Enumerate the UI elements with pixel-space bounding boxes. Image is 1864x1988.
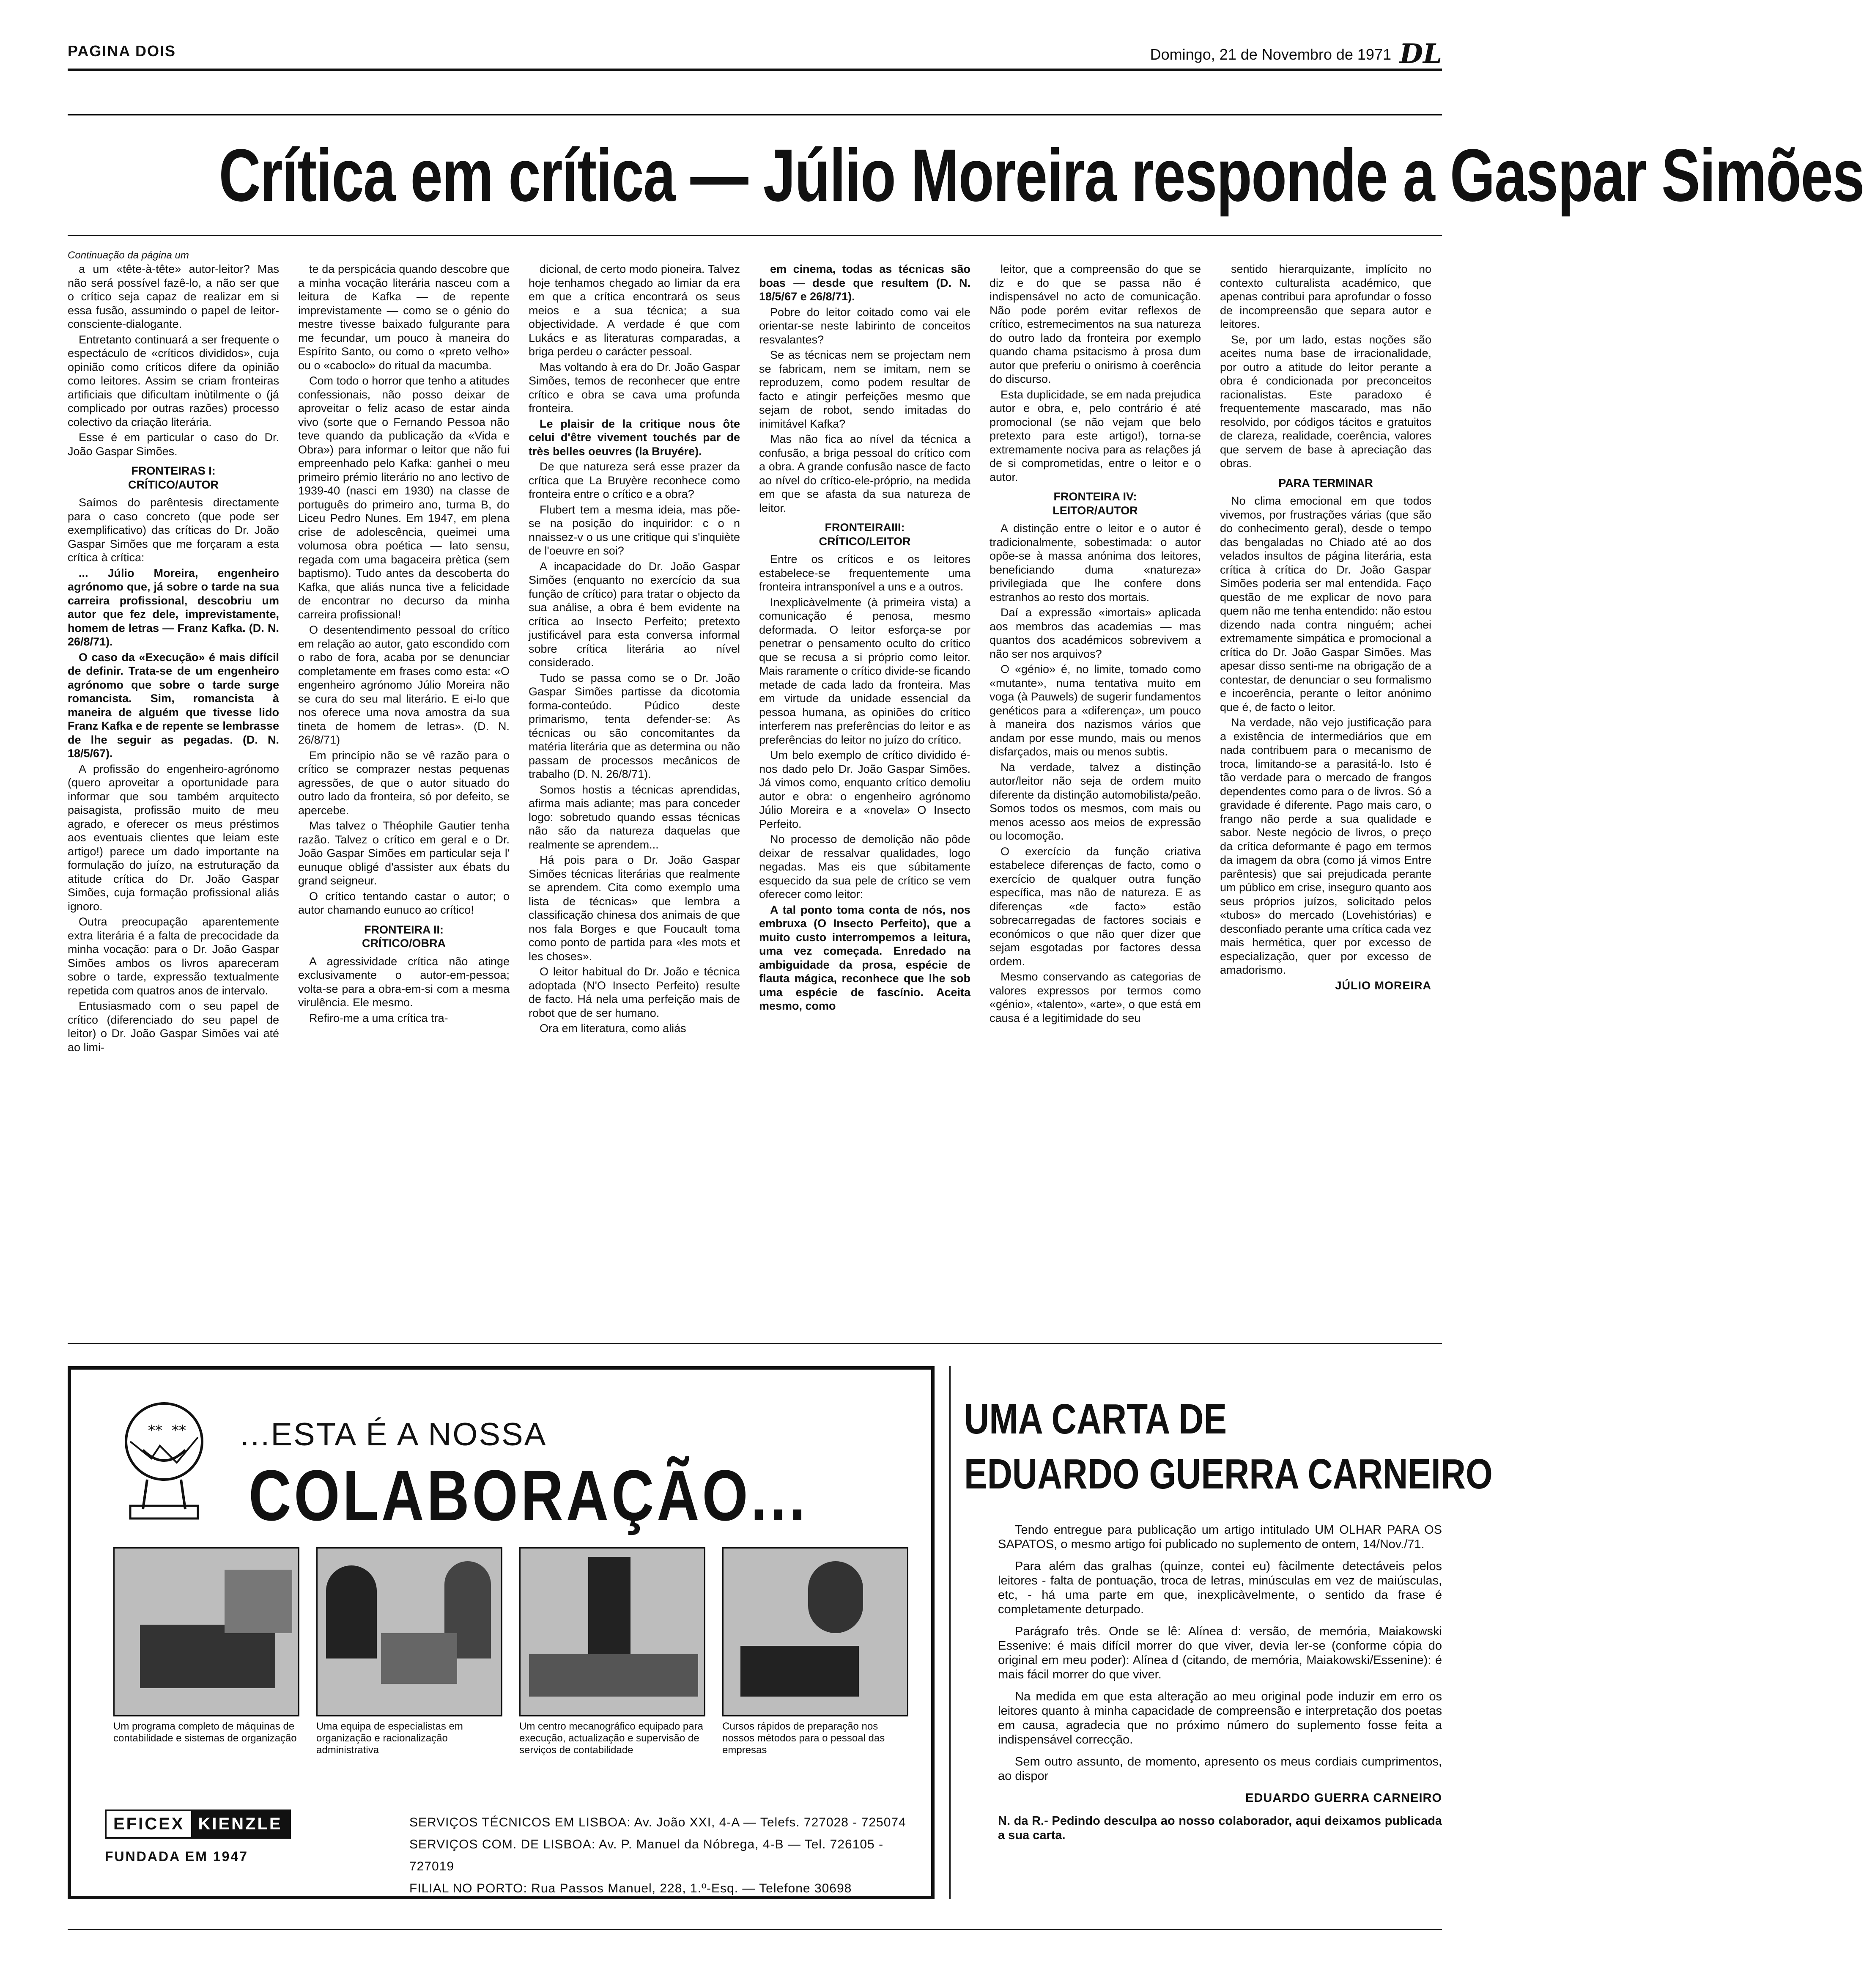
smiley-mascot-icon [118, 1395, 211, 1522]
article-paragraph: De que natureza será esse prazer da crítica que La Bruyère reconhece como fronteira entre o crítico e a obra? [529, 460, 740, 500]
brand-logo [105, 1810, 291, 1839]
section-heading [1220, 476, 1431, 490]
article-paragraph: Com todo o horror que tenho a atitudes confessionais, não posso deixar de aproveitar o feliz acaso de estar ainda vivo (sorte que o Fernando Pessoa não teve quando da publicação da «Vida e Obra») para informar o leitor que não fui empreenhado pelo Kafka: ganhei o meu primeiro prémio literário no ano lectivo de 1939-40 (nasci em 1930) na classe de português do primeiro ano, turma B, do Liceu Pedro Nunes. Em 1947, em plena crise de adolescência, queimei uma volumosa obra poética — lato sensu, regada com uma bagaceira prètica (sem baptismo). Tudo antes da descoberta do Kafka, que aliás nunca tive a felicidade de encontrar no decurso da minha carreira profissional! [298, 374, 510, 621]
ad-tagline-small: ...ESTA É A NOSSA [240, 1417, 547, 1453]
article-paragraph: O exercício da função criativa estabelece diferenças de facto, como o exercício de qualquer outra função específica, mas não de natureza. E as diferenças «de facto» estão sobrecarregadas de factores sociais e económicos o que não quer dizer que sejam esgotadas por factores dessa ordem. [990, 845, 1201, 968]
ad-tagline-big: COLABORAÇÃO... [249, 1455, 809, 1536]
newspaper-logo: DL [1399, 38, 1442, 70]
article-paragraph: Entre os críticos e os leitores estabelece-se frequentemente uma fronteira intransponível a uns e a outros. [759, 553, 970, 593]
founded-year: FUNDADA EM 1947 [105, 1849, 248, 1864]
eficex-kienzle-brand [105, 1810, 291, 1864]
article-paragraph: O leitor habitual do Dr. João e técnica adoptada (N'O Insecto Perfeito) resulte de facto. Há nela uma perfeição mais de robot que de ser humano. [529, 965, 740, 1019]
section-heading-line: CRÍTICO/OBRA [362, 937, 446, 950]
headline-top-rule [68, 114, 1442, 115]
section-heading-line: CRÍTICO/LEITOR [819, 535, 911, 548]
section-heading-line: FRONTEIRA IV: [1053, 490, 1137, 503]
letter-title-line-1: UMA CARTA DE [964, 1395, 1227, 1443]
section-heading-line: FRONTEIRA II: [364, 923, 444, 936]
article-paragraph: Mas voltando à era do Dr. João Gaspar Simões, temos de reconhecer que entre crítico e obra se cava uma profunda fronteira. [529, 360, 740, 415]
article-paragraph: O crítico tentando castar o autor; o autor chamando eunuco ao crítico! [298, 890, 510, 916]
accounting-machine-photo [113, 1547, 299, 1716]
eficex-advertisement [68, 1366, 935, 1899]
article-paragraph: Na verdade, não vejo justificação para a existência de intermediários que em nada contribuem para o mecanismo de troca, limitando-se a parasitá-lo. Isto é tão verdade para o mercado de frangos dependentes como para o de livros. Só a gravidade é diferente. Pago mais caro, o frango não perde a sua qualidade e sabor. Neste negócio de livros, o preço da crítica deformante é pago em termos da imagem da obra (como já vimos Entre parêntesis) que sai prejudicada perante um público em crise, inseguro quanto aos seus próprios juízos, solicitado pelos «tubos» do mercado (Lovehistórias) e desconfiado perante uma crítica cada vez mais hermética, quer por excesso de especialização, quer por excesso de amadorismo. [1220, 716, 1431, 976]
section-heading [68, 464, 279, 492]
section-heading [298, 923, 510, 950]
section-divider [68, 1343, 1442, 1344]
article-columns [68, 262, 1442, 1332]
article-paragraph: A profissão do engenheiro-agrónomo (quero aproveitar a oportunidade para informar que sou também arquitecto paisagista, profissão muito de meu agrado, e oferecer os meus préstimos aos eventuais clientes que leiam este artigo!) parece um dado importante na formulação do juízo, na estruturação da atitude crítica do Dr. João Gaspar Simões, cuja formação profissional aliás ignoro. [68, 762, 279, 913]
quoted-paragraph: em cinema, todas as técnicas são boas — desde que resultem (D. N. 18/5/67 e 26/8/71). [759, 263, 970, 303]
letter-paragraph: Tendo entregue para publicação um artigo intitulado UM OLHAR PARA OS SAPATOS, o mesmo artigo foi publicado no suplemento de ontem, 14/Nov./71. [998, 1523, 1442, 1551]
article-column-4 [759, 262, 970, 1332]
training-courses-photo [722, 1547, 908, 1716]
letter-body [998, 1523, 1442, 1842]
letter-paragraph: Para além das gralhas (quinze, contei eu) fàcilmente detectáveis pelos leitores - falta de pontuação, troca de letras, minúsculas em vez de maiúsculas, etc, - há uma parte em que, inexplicàvelmente, o sentido da frase é completamente deturpado. [998, 1560, 1442, 1616]
article-paragraph: sentido hierarquizante, implícito no contexto culturalista académico, que apenas contribui para aprofundar o fosso de incompreensão que separa autor e leitores. [1220, 263, 1431, 330]
article-paragraph: No clima emocional em que todos vivemos, por frustrações várias (que são do conhecimento geral), desde o tempo das bengaladas no Chiado até ao dos velados insultos de página literária, esta crítica à crítica do Dr. João Gaspar Simões poderia ser mal entendida. Faço questão de me explicar de novo para quem não me tenha entendido: não estou dizendo nada contra ninguém; achei extremamente simpática e promocional a crítica do Dr. João Gaspar Simões. Mas apesar disso senti-me na obrigação de a contestar, de denunciar o seu formalismo e incoerência, perante o leitor anónimo que é, de facto o leitor. [1220, 494, 1431, 714]
article-paragraph: A incapacidade do Dr. João Gaspar Simões (enquanto no exercício da sua função de crítico) para tratar o objecto da sua análise, a obra é bem evidente na crítica ao Insecto Perfeito; pretexto justificável para esta conversa informal sobre crítica literária ao nível considerado. [529, 560, 740, 669]
article-paragraph: Mas não fica ao nível da técnica a confusão, a briga pessoal do crítico com a obra. A grande confusão nasce de facto ao nível do crítico-ele-próprio, na medida em que se afasta da sua natureza de leitor. [759, 433, 970, 514]
section-heading-line: LEITOR/AUTOR [1053, 504, 1138, 517]
page-headline: Crítica em crítica — Júlio Moreira responde a Gaspar Simões [219, 134, 1864, 217]
article-paragraph: Ora em literatura, como aliás [540, 1022, 686, 1035]
article-paragraph: dicional, de certo modo pioneira. Talvez hoje tenhamos chegado ao limiar da era em que a crítica encontrará os seus meios e a sua técnica; a sua objectividade. A verdade é que com Lukács e as literaturas comparadas, a briga perdeu o carácter pessoal. [529, 263, 740, 358]
service-address-2: SERVIÇOS COM. DE LISBOA: Av. P. Manuel da Nóbrega, 4-B — Tel. 726105 - 727019 [409, 1837, 884, 1873]
footer-rule [68, 1929, 1442, 1930]
article-paragraph: Em princípio não se vê razão para o crítico se comprazer nestas pequenas agressões, de que o autor situado do outro lado da fronteira, só por defeito, se apercebe. [298, 749, 510, 817]
article-column-3 [529, 262, 740, 1332]
article-paragraph: Refiro-me a uma crítica tra- [309, 1011, 448, 1024]
ad-caption-3: Um centro mecanográfico equipado para execução, actualização e supervisão de serviços de contabilidade [519, 1721, 703, 1756]
section-heading-line: FRONTEIRAS I: [131, 464, 216, 477]
article-column-2 [298, 262, 510, 1332]
ad-service-addresses [409, 1812, 931, 1900]
quoted-paragraph: Le plaisir de la critique nous ôte celui d'être vivement touchés par de très belles oeuvres (la Bruyére). [529, 417, 740, 458]
article-column-5 [990, 262, 1201, 1332]
headline-bottom-rule [68, 235, 1442, 236]
article-paragraph: O «génio» é, no limite, tomado como «mutante», numa tentativa muito em voga (à Pauwels) de sugerir fundamentos genéticos para a «diferença», um pouco à maneira dos nazismos vários que andam por esse mundo, mais ou menos disfarçados, mais ou menos subtis. [990, 663, 1201, 758]
article-paragraph: Entretanto continuará a ser frequente o espectáculo de «críticos divididos», cuja opinião como críticos difere da opinião como leitores. Assim se criam fronteiras artificiais que dificultam inùtilmente o (já complicado por outras razões) processo colectivo da criação literária. [68, 333, 279, 428]
page-header [68, 38, 1442, 72]
article-column-6 [1220, 262, 1431, 1332]
article-paragraph: a um «tête-à-tête» autor-leitor? Mas não será possível fazê-lo, a não ser que o crítico seja capaz de realizar em si essa fusão, assumindo o papel de leitor-consciente-dialogante. [68, 263, 279, 330]
letter-paragraph: Sem outro assunto, de momento, apresento os meus cordiais cumprimentos, ao dispor [998, 1755, 1442, 1783]
section-heading-line: FRONTEIRAIII: [825, 521, 905, 534]
brand-kienzle: KIENZLE [191, 1811, 289, 1837]
article-paragraph: Mas talvez o Théophile Gautier tenha razão. Talvez o crítico em geral e o Dr. João Gaspar Simões em particular seja l' eunuque obligé d'assister aux ébats du grand seigneur. [298, 819, 510, 887]
letter-to-editor [964, 1392, 1493, 1899]
article-paragraph: Saímos do parêntesis directamente para o caso concreto (que pode ser exemplificativo) das críticas do Dr. João Gaspar Simões que me forçaram a esta crítica à crítica: [68, 496, 279, 564]
service-address-3: FILIAL NO PORTO: Rua Passos Manuel, 228, 1.º-Esq. — Telefone 30698 [409, 1881, 852, 1895]
letter-title-line-2: EDUARDO GUERRA CARNEIRO [964, 1450, 1493, 1498]
article-paragraph: Outra preocupação aparentemente extra literária é a falta de precocidade da minha vocação: para o Dr. João Gaspar Simões ambos os livros apareceram sobre o tarde, expressão textualmente repetida com quatros anos de intervalo. [68, 915, 279, 997]
mechanographic-center-photo [519, 1547, 705, 1716]
letter-divider [949, 1366, 951, 1899]
article-paragraph: No processo de demolição não pôde deixar de ressalvar qualidades, logo negadas. Mas eis que súbitamente esquecido da sua pele de crítico se vem oferecer como leitor: [759, 833, 970, 901]
page-label: PAGINA DOIS [68, 42, 176, 60]
article-signature: JÚLIO MOREIRA [1335, 979, 1431, 992]
svg-text:**: ** [148, 1422, 162, 1439]
article-paragraph: Se, por um lado, estas noções são aceites numa base de irracionalidade, por outro a atitude do leitor perante a obra é condicionada por preconceitos racionalistas. Este paradoxo é frequentemente mascarado, mas não resolvido, por códigos tácitos e gratuitos de clareza, realidade, coerência, valores que servem de base à apreciação das obras. [1220, 333, 1431, 470]
article-paragraph: Mesmo conservando as categorias de valores expressos por termos como «génio», «talento», «arte», o que está em causa é a legitimidade do seu [990, 970, 1201, 1024]
article-paragraph: Esta duplicidade, se em nada prejudica autor e obra, e, pelo contrário é até promocional (se não vejam que belo pretexto para este artigo!), torna-se extremamente nociva para as relações já de si comprometidas, entre o leitor e o autor. [990, 388, 1201, 483]
ad-caption-1: Um programa completo de máquinas de contabilidade e sistemas de organização [113, 1721, 297, 1744]
section-heading-line: PARA TERMINAR [1278, 476, 1373, 489]
article-paragraph: Há pois para o Dr. João Gaspar Simões técnicas literárias que realmente se aprendem. Cita como exemplo uma lista de técnicas» que lembra a classificação chinesa dos animais de que nos fala Borges e que Foucault toma como ponto de partida para «les mots et les choses». [529, 854, 740, 963]
article-paragraph: Inexplicàvelmente (à primeira vista) a comunicação é penosa, mesmo deformada. O leitor esforça-se por penetrar o pensamento oculto do crítico que se recusa a si próprio como leitor. Mais raramente o crítico divide-se ficando metade de cada lado da fronteira. Mas em virtude da unidade essencial da pessoa humana, as opiniões do crítico interferem nas preferências do leitor e as preferências do leitor no juízo do crítico. [759, 596, 970, 746]
quoted-paragraph: ... Júlio Moreira, engenheiro agrónomo que, já sobre o tarde na sua carreira profissional, descobriu um autor que fez dele, imprevistamente, homem de letras — Franz Kafka. (D. N. 26/8/71). [68, 566, 279, 648]
article-paragraph: te da perspicácia quando descobre que a minha vocação literária nasceu com a leitura de Kafka — de repente imprevistamente — como se o génio do mestre tivesse baixado fulgurante para me fecundar, um pouco à maneira do Espírito Santo, ou como o «preto velho» ou o «caboclo» do ritual da macumba. [298, 263, 510, 372]
editor-note: N. da R.- Pedindo desculpa ao nosso colaborador, aqui deixamos publicada a sua carta. [998, 1814, 1442, 1842]
letter-signature: EDUARDO GUERRA CARNEIRO [1245, 1791, 1442, 1805]
ad-caption-2: Uma equipa de especialistas em organização e racionalização administrativa [316, 1721, 463, 1756]
issue-date: Domingo, 21 de Novembro de 1971 [1150, 46, 1391, 63]
ad-caption-4: Cursos rápidos de preparação nos nossos métodos para o pessoal das empresas [722, 1721, 885, 1756]
header-rule [68, 69, 1442, 71]
article-paragraph: Entusiasmado com o seu papel de crítico (diferenciado do seu papel de leitor) o Dr. João Gaspar Simões vai até ao limi- [68, 999, 279, 1054]
article-paragraph: A agressividade crítica não atinge exclusivamente o autor-em-pessoa; volta-se para a obra-em-si com a mesma virulência. Ele mesmo. [298, 955, 510, 1009]
specialists-team-photo [316, 1547, 502, 1716]
article-paragraph: leitor, que a compreensão do que se diz e do que se passa não é indispensável no acto de comunicação. Não pode porém evitar reflexos de crítico, estremecimentos na sua natureza do outro lado da fronteira por exemplo quando chama psitacismo à prosa dum autor que preferiu o onirismo à coerência do discurso. [990, 263, 1201, 385]
svg-text:**: ** [172, 1422, 186, 1439]
article-paragraph: Esse é em particular o caso do Dr. João Gaspar Simões. [68, 431, 279, 458]
quoted-paragraph: A tal ponto toma conta de nós, nos embruxa (O Insecto Perfeito), que a muito custo interrompemos a leitura, uma vez começada. Enredado na ambiguidade da prosa, espécie de flauta mágica, reconhece que lhe sob uma espécie de fascínio. Aceita mesmo, como [759, 903, 970, 1012]
letter-paragraph: Parágrafo três. Onde se lê: Alínea d: versão, de memória, Maiakowski Essenive: é mais difícil morrer do que viver, devia ler-se (conforme cópia do original em meu poder): Alínea d (citando, de memória, Maiakowski/Essenine): é mais fácil morrer do que viver. [998, 1625, 1442, 1681]
article-paragraph: O desentendimento pessoal do crítico em relação ao autor, gato escondido com o rabo de fora, acaba por se denunciar completamente em frases como esta: «O engenheiro agrónomo Júlio Moreira não se cura do seu mal literário. E ei-lo que nos oferece uma nova amostra da sua tineta de homem de letras». (D. N. 26/8/71) [298, 623, 510, 746]
article-column-1 [68, 262, 279, 1332]
article-paragraph: Se as técnicas nem se projectam nem se fabricam, nem se imitam, nem se reproduzem, como podem resultar de facto e atingir perfeições mesmo que sejam de robot, sendo imitadas do inimitável Kafka? [759, 349, 970, 430]
article-paragraph: Pobre do leitor coitado como vai ele orientar-se neste labirinto de conceitos resvalantes? [759, 305, 970, 346]
article-paragraph: Tudo se passa como se o Dr. João Gaspar Simões partisse da dicotomia forma-conteúdo. Púdico deste primarismo, tenta defender-se: As técnicas ou são concomitantes da matéria literária que as determina ou não passam de processos mecânicos de trabalho (D. N. 26/8/71). [529, 671, 740, 780]
article-paragraph: A distinção entre o leitor e o autor é tradicionalmente, sobestimada: o autor opõe-se à massa anónima dos leitores, beneficiando duma «natureza» privilegiada que lhe confere dons estranhos ao resto dos mortais. [990, 522, 1201, 604]
article-paragraph: Na verdade, talvez a distinção autor/leitor não seja de ordem muito diferente da distinção automobilista/peão. Somos todos os mesmos, com mais ou menos acesso aos meios de expressão ou locomoção. [990, 761, 1201, 842]
letter-paragraph: Na medida em que esta alteração ao meu original pode induzir em erro os leitores quanto à minha capacidade de compreensão e interpretação dos poetas em causa, agradecia que no próximo número do suplemento fosse feita a indispensável correcção. [998, 1690, 1442, 1746]
section-heading [759, 521, 970, 548]
article-paragraph: Daí a expressão «imortais» aplicada aos membros das academias — mas quantos dos académicos sobrevivem a não ser nos arquivos? [990, 606, 1201, 660]
quoted-paragraph: O caso da «Execução» é mais difícil de definir. Trata-se de um engenheiro agrónomo que sobre o tarde surge romancista. Sim, romancista à maneira de alguém que tivesse lido Franz Kafka e de repente se lembrasse de lhe seguir as pegadas. (D. N. 18/5/67). [68, 651, 279, 760]
section-heading-line: CRÍTICO/AUTOR [128, 478, 219, 491]
continuation-note: Continuação da página um [68, 250, 189, 261]
brand-eficex: EFICEX [113, 1815, 185, 1833]
service-address-1: SERVIÇOS TÉCNICOS EM LISBOA: Av. João XXI, 4-A — Telefs. 727028 - 725074 [409, 1815, 906, 1829]
article-paragraph: Somos hostis a técnicas aprendidas, afirma mais adiante; mas para conceder logo: sobretudo quando essas técnicas não são da natureza daquelas que realmente se aprendem... [529, 783, 740, 851]
section-heading [990, 490, 1201, 517]
article-paragraph: Um belo exemplo de crítico dividido é-nos dado pelo Dr. João Gaspar Simões. Já vimos como, enquanto crítico demoliu autor e obra: o engenheiro agrónomo Júlio Moreira e a «novela» O Insecto Perfeito. [759, 749, 970, 830]
article-paragraph: Flubert tem a mesma ideia, mas põe-se na posição do inquiridor: c o n nnaissez-v o us une critique qui s'inquiète de l'oeuvre en soi? [529, 503, 740, 557]
